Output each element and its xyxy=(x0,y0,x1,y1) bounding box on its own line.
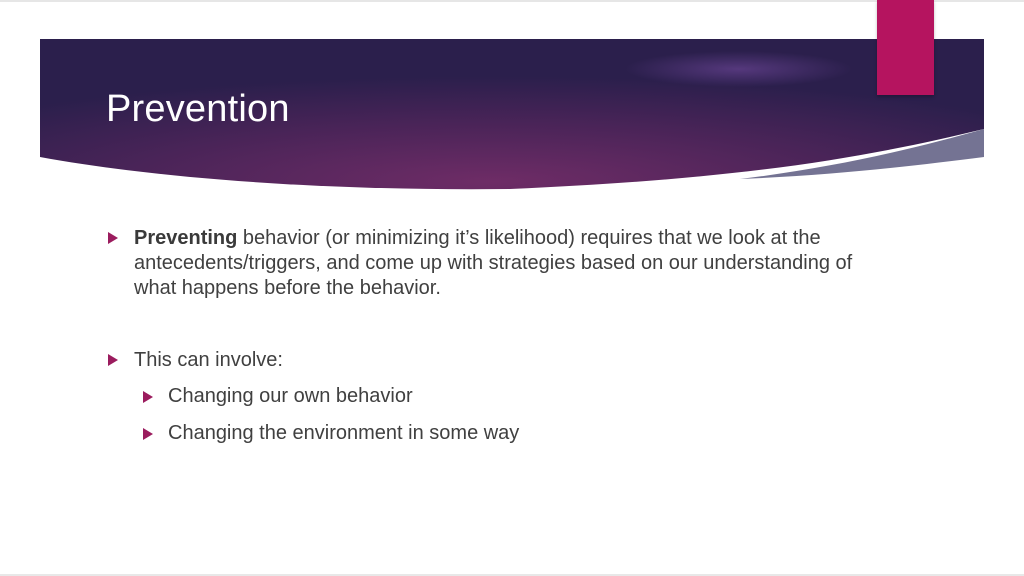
slide-title: Prevention xyxy=(106,88,290,130)
bullet-bold-term: Preventing xyxy=(134,227,238,249)
sub-bullet-item xyxy=(143,384,413,409)
sub-bullet-text: Changing the environment in some way xyxy=(168,422,520,444)
bullet-item xyxy=(108,348,283,373)
triangle-right-icon xyxy=(108,232,118,244)
triangle-right-icon xyxy=(108,354,118,366)
triangle-right-icon xyxy=(143,391,153,403)
triangle-right-icon xyxy=(143,428,153,440)
sub-bullet-item xyxy=(143,421,519,446)
bullet-text: This can involve: xyxy=(134,349,283,371)
bullet-text xyxy=(134,226,854,301)
bullet-item xyxy=(108,226,868,301)
sub-bullet-text: Changing our own behavior xyxy=(168,385,413,407)
bullet-body: behavior (or minimizing it’s likelihood) requires that we look at the antecedents/triggers, and come up with strategies based on our understanding of what happens before the behavior. xyxy=(134,227,853,299)
